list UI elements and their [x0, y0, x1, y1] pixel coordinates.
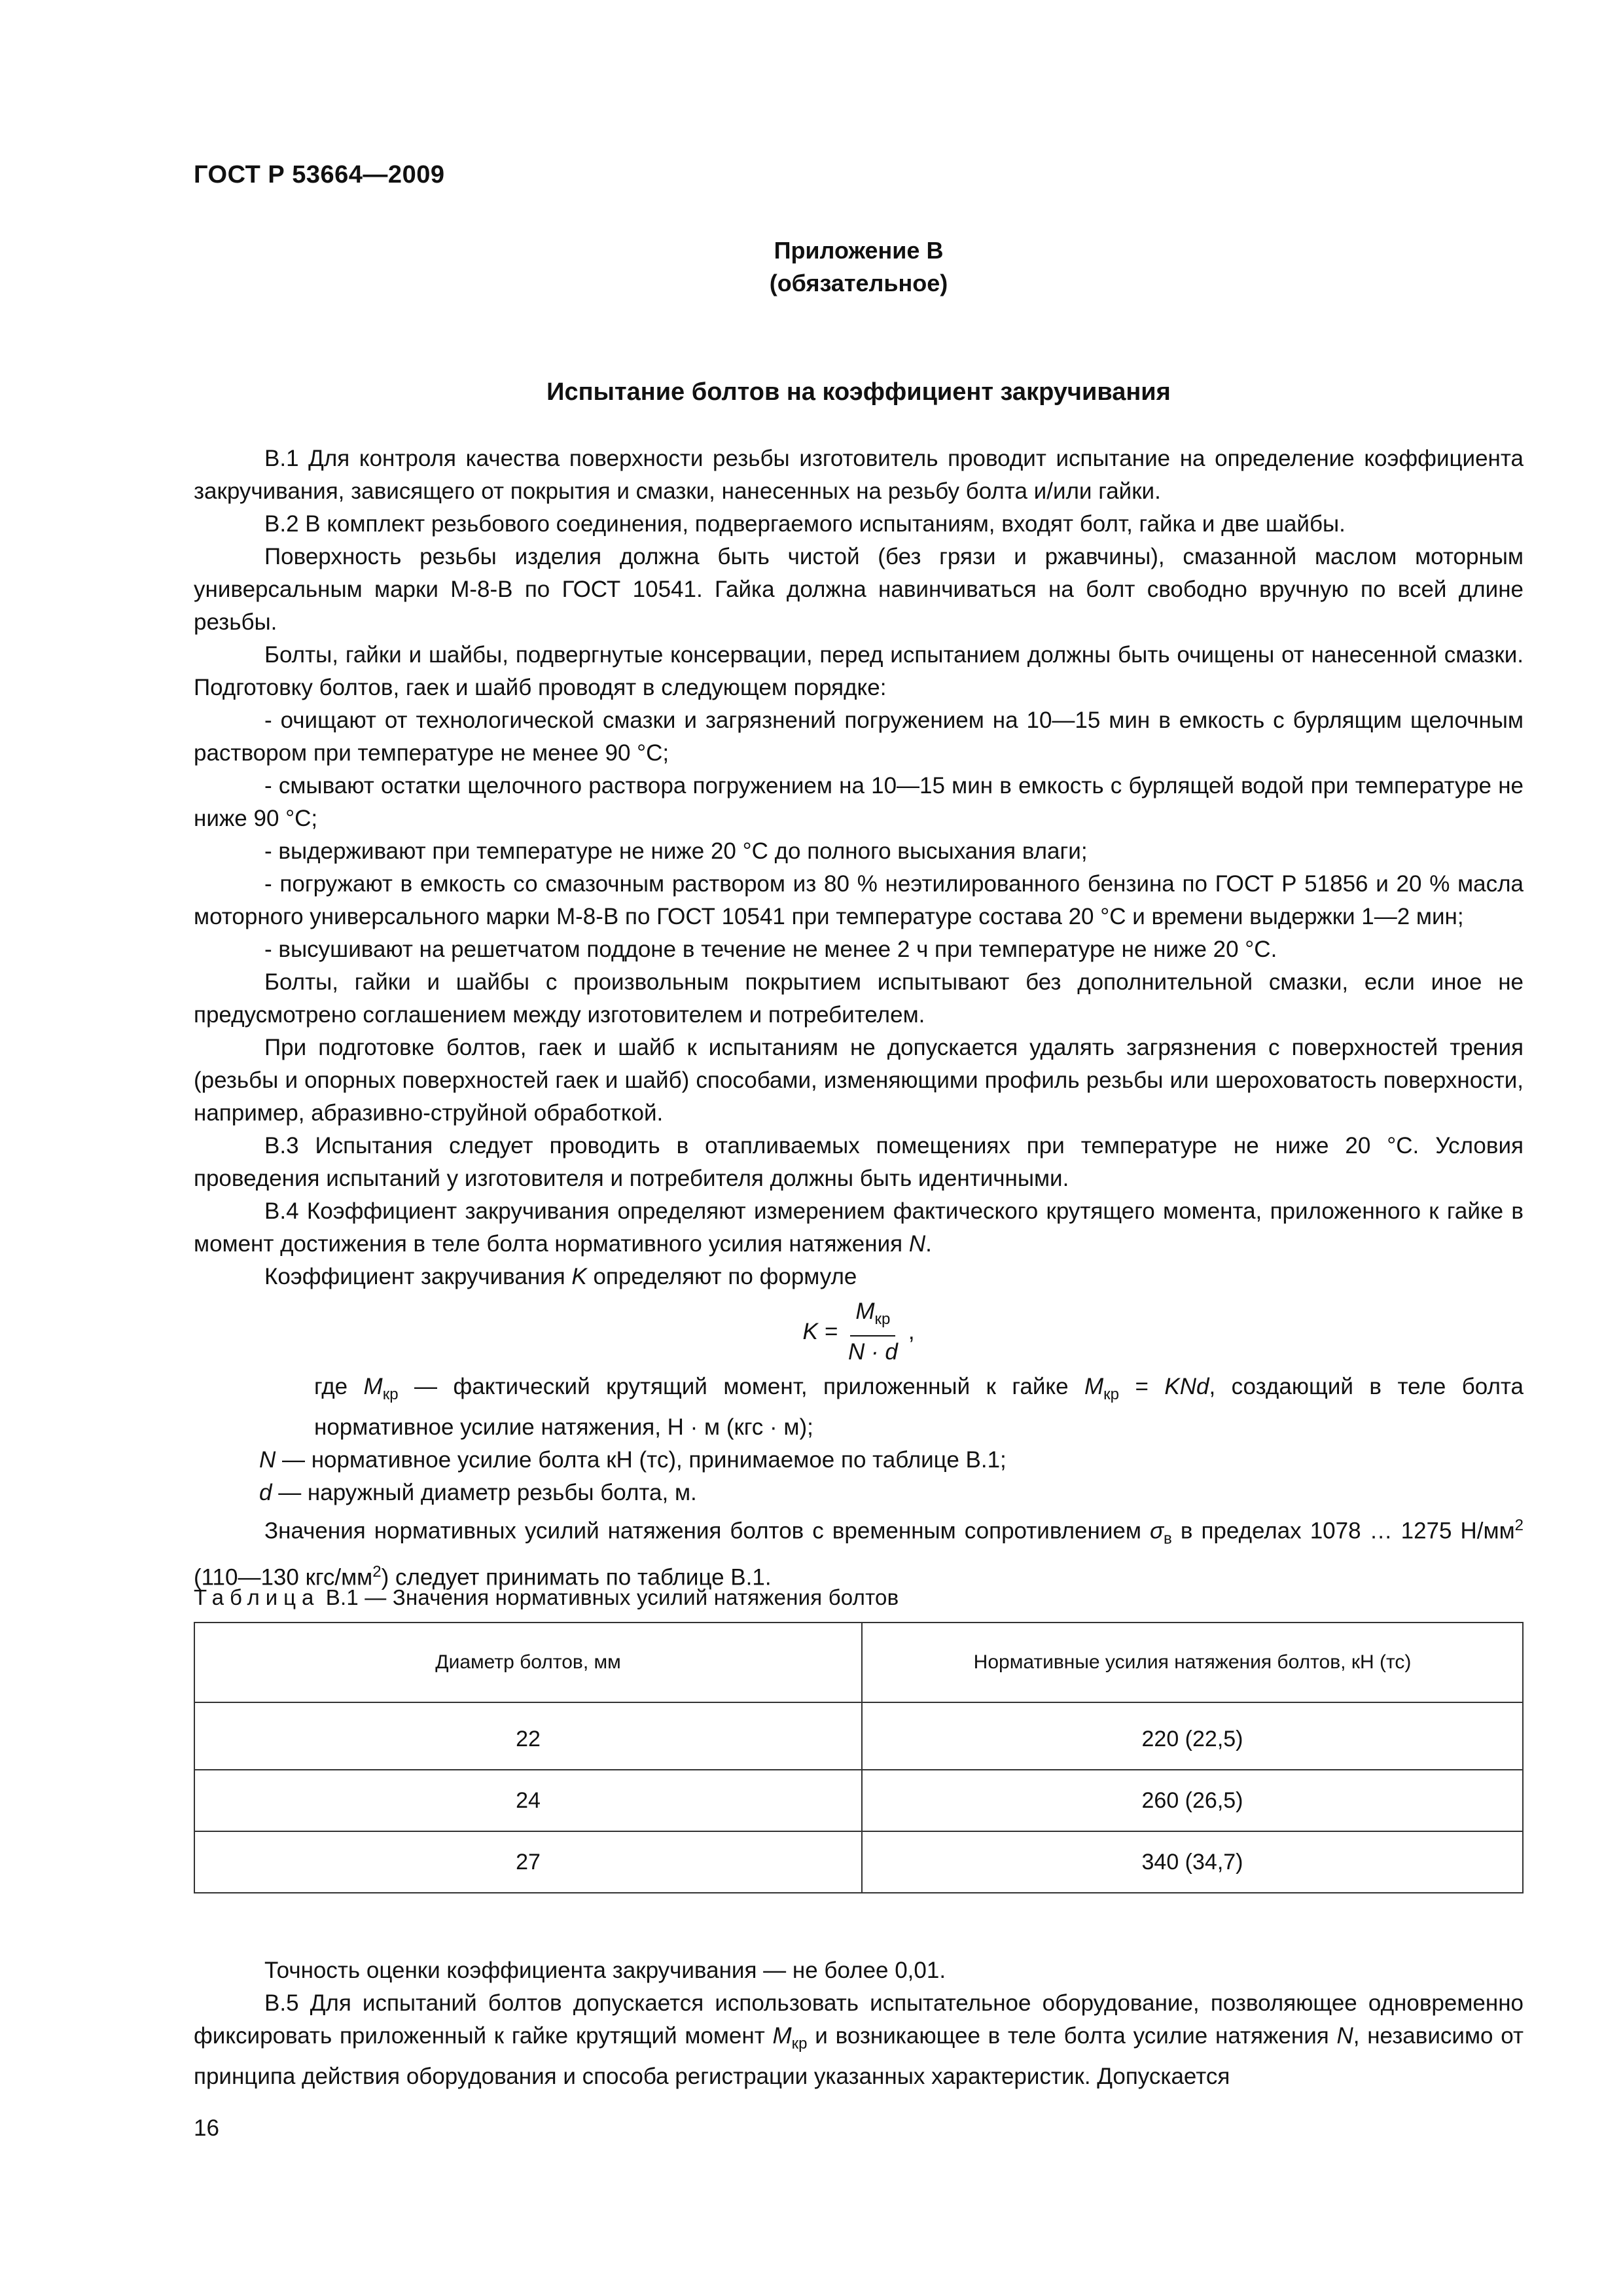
formula-numerator: $M_{кр}$: [850, 1296, 895, 1336]
table-row: [194, 1770, 1523, 1831]
table-cell: 220 (22,5): [862, 1702, 1523, 1770]
paragraph-cleaning: При подготовке болтов, гаек и шайб к испытаниям не допускается удалять загрязнения с поверхностей трения (резьбы и опорных поверхностей гаек и шайб) способами, изменяющими профиль резьбы или шероховатость поверхности, например, абразивно-струйной обработкой.: [194, 1035, 1524, 1126]
section-title: Испытание болтов на коэффициент закручивания: [546, 378, 1171, 406]
paragraph-b2: В.2 В комплект резьбового соединения, подвергаемого испытаниям, входят болт, гайка и две шайбы.: [264, 511, 1346, 537]
list-item: - высушивают на решетчатом поддоне в течение не менее 2 ч при температуре не ниже 20 °С.: [264, 937, 1277, 962]
formula-fraction: [843, 1296, 903, 1368]
lower-text: [194, 1954, 1524, 2093]
paragraph-surface: Поверхность резьбы изделия должна быть чистой (без грязи и ржавчины), смазанной маслом моторным универсальным марки М-8-В по ГОСТ 10541. Гайка должна навинчиваться на болт свободно вручную по всей длине резьбы.: [194, 544, 1524, 635]
list-item: - выдерживают при температуре не ниже 20 °С до полного высыхания влаги;: [264, 838, 1088, 864]
standard-header: ГОСТ Р 53664—2009: [194, 161, 445, 188]
paragraph-formula-intro: Коэффициент закручивания K определяют по формуле: [264, 1264, 857, 1289]
list-item: - смывают остатки щелочного раствора погружением на 10—15 мин в емкость с бурлящей водой при температуре не ниже 90 °С;: [194, 773, 1524, 831]
paragraph-values: Значения нормативных усилий натяжения болтов с временным сопротивлением $\sigma_в$ в пределах 1078 … 1275 $Н/мм^2$ (110—130 кгс/$мм^2$) следует принимать по таблице В.1.: [194, 1516, 1524, 1590]
table-caption-text: В.1 — Значения нормативных усилий натяжения болтов: [319, 1585, 899, 1609]
formula-definitions: [194, 1371, 1524, 1509]
paragraph-b1: В.1 Для контроля качества поверхности резьбы изготовитель проводит испытание на определение коэффициента закручивания, зависящего от покрытия и смазки, нанесенных на резьбу болта и/или гайки.: [194, 446, 1524, 504]
page-number: 16: [194, 2115, 219, 2141]
definition-torque: где $M_{кр}$ — фактический крутящий момент, приложенный к гайке $M_{кр}$ = KNd, создающий в теле болта нормативное усилие натяжения, Н · м (кгс · м);: [314, 1374, 1524, 1440]
table-cell: 27: [194, 1831, 862, 1893]
formula: [194, 1293, 1524, 1371]
table-caption-word: Таблица: [194, 1585, 320, 1609]
formula-tail: ,: [908, 1319, 915, 1344]
table-header-cell: Диаметр болтов, мм: [194, 1623, 862, 1702]
formula-denominator: N · d: [847, 1339, 898, 1365]
list-item: - очищают от технологической смазки и загрязнений погружением на 10—15 мин в емкость с бурлящим щелочным раствором при температуре не менее 90 °С;: [194, 708, 1524, 766]
table-header-row: [194, 1623, 1523, 1702]
paragraph-b5: В.5 Для испытаний болтов допускается использовать испытательное оборудование, позволяющее одновременно фиксировать приложенный к гайке крутящий момент $M_{кр}$ и возникающее в теле болта усилие натяжения N, независимо от принципа действия оборудования и способа регистрации указанных характеристик. Допускается: [194, 1990, 1524, 2089]
table-cell: 24: [194, 1770, 862, 1831]
table-row: [194, 1831, 1523, 1893]
definition-diameter: d — наружный диаметр резьбы болта, м.: [259, 1480, 697, 1505]
paragraph-preparation: Болты, гайки и шайбы, подвергнутые консервации, перед испытанием должны быть очищены от нанесенной смазки. Подготовку болтов, гаек и шайб проводят в следующем порядке:: [194, 642, 1524, 700]
formula-lhs: K =: [802, 1319, 838, 1344]
table-cell: 260 (26,5): [862, 1770, 1523, 1831]
table-caption: [194, 1585, 899, 1610]
table-header-cell: Нормативные усилия натяжения болтов, кН (тс): [862, 1623, 1523, 1702]
paragraph-b3: В.3 Испытания следует проводить в отапливаемых помещениях при температуре не ниже 20 °С. Условия проведения испытаний у изготовителя и потребителя должны быть идентичными.: [194, 1133, 1524, 1191]
table-row: [194, 1702, 1523, 1770]
annex-name: Приложение В: [774, 237, 944, 264]
annex-status: (обязательное): [769, 270, 948, 296]
paragraph-b4: В.4 Коэффициент закручивания определяют измерением фактического крутящего момента, приложенного к гайке в момент достижения в теле болта нормативного усилия натяжения N.: [194, 1198, 1524, 1257]
paragraph-accuracy: Точность оценки коэффициента закручивания — не более 0,01.: [264, 1958, 946, 1983]
bolt-tension-table: [194, 1622, 1524, 1893]
table-cell: 22: [194, 1702, 862, 1770]
paragraph-coating: Болты, гайки и шайбы с произвольным покрытием испытывают без дополнительной смазки, если иное не предусмотрено соглашением между изготовителем и потребителем.: [194, 969, 1524, 1028]
list-item: - погружают в емкость со смазочным раствором из 80 % неэтилированного бензина по ГОСТ Р 51856 и 20 % масла моторного универсального марки М-8-В по ГОСТ 10541 при температуре состава 20 °С и времени выдержки 1—2 мин;: [194, 871, 1524, 929]
table-cell: 340 (34,7): [862, 1831, 1523, 1893]
annex-heading: [194, 234, 1524, 300]
body-text: [194, 442, 1524, 1594]
definition-force: N — нормативное усилие болта кН (тс), принимаемое по таблице В.1;: [259, 1447, 1007, 1473]
